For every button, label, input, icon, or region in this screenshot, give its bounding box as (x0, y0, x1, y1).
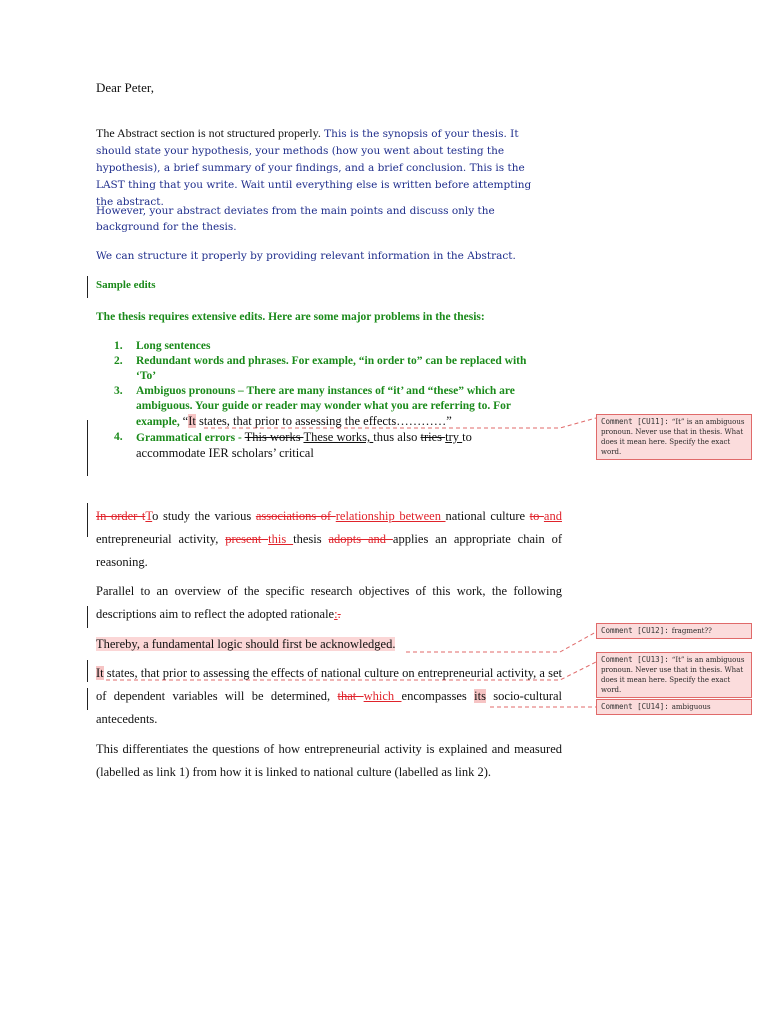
connector-line (406, 632, 596, 652)
inserted-text: These works, (303, 430, 374, 444)
comment-label: Comment [CU12]: (601, 626, 669, 635)
intro-plain: The Abstract section is not structured properly. (96, 126, 321, 140)
list-number: 4. (114, 431, 123, 443)
structure-paragraph: We can structure it properly by providing relevant information in the Abstract. (96, 250, 516, 262)
highlighted-word[interactable]: It (96, 666, 104, 680)
inserted-text: relationship between (335, 509, 446, 523)
plain-text: applies an appropriate chain of reasoning. (96, 532, 562, 569)
plain-text: Parallel to an overview of the specific research objectives of this work, the following descriptions aim to reflect the adopted rationale (96, 584, 562, 621)
however-paragraph: However, your abstract deviates from the main points and discuss only the background for the thesis. (96, 205, 495, 233)
plain-text: socio-cultural antecedents. (96, 689, 563, 726)
list-number: 2. (114, 355, 123, 367)
comment-text: ambiguous (671, 703, 711, 711)
deleted-text: adopts and (328, 532, 393, 546)
greeting: Dear Peter, (96, 80, 154, 95)
comment-text: “It” is an ambiguous pronoun. Never use that in thesis. What does it mean here. Specify the exact word. (601, 656, 745, 694)
comment-text: fragment?? (671, 627, 712, 635)
inserted-text: T (145, 509, 153, 523)
comment-balloon[interactable] (596, 652, 752, 698)
plain-text: thus also (373, 430, 421, 444)
connector-line (106, 662, 596, 680)
quote-mark: “ (182, 414, 189, 428)
intro-blue: This is the synopsis of your thesis. It should state your hypothesis, your methods (how you went about testing the hypothesis), a brief summary of your findings, and a brief conclusion. This is the LAST thing that you write. Wait until everything else is written before attempting the abstract. (96, 128, 532, 208)
deleted-text: . (337, 607, 341, 621)
list-item-text: Long sentences (136, 340, 211, 352)
inserted-text: and (543, 509, 562, 523)
comment-balloon[interactable] (596, 623, 752, 639)
plain-text: to (462, 430, 472, 444)
connector-line (204, 418, 596, 428)
plain-text: accommodate IER scholars’ critical (136, 446, 314, 460)
plain-text: thesis (293, 532, 329, 546)
inserted-text: this (268, 532, 294, 546)
example-quote: states, that prior to assessing the effects…………” (195, 414, 452, 428)
highlighted-word[interactable]: It (188, 414, 196, 428)
deleted-text: tries (420, 430, 446, 444)
list-item-text: Redundant words and phrases. For example, “in order to” can be replaced with ‘To’ (136, 355, 527, 382)
deleted-text: This works (244, 430, 304, 444)
thesis-intro: The thesis requires extensive edits. Here are some major problems in the thesis: (96, 311, 485, 323)
inserted-text: try (445, 430, 463, 444)
inserted-text: : (334, 607, 338, 621)
comment-balloon[interactable] (596, 414, 752, 460)
deleted-text: to (529, 509, 544, 523)
list-number: 3. (114, 385, 123, 397)
deleted-text: In order t (96, 509, 146, 523)
plain-text: states, that prior to assessing the effects of national culture on entrepreneurial activity, a set of dependent variables will be determined, (96, 666, 562, 703)
sample-edits-heading: Sample edits (96, 279, 156, 291)
list-number: 1. (114, 340, 123, 352)
comment-label: Comment [CU11]: (601, 417, 669, 426)
list-item-text: Grammatical errors - (136, 432, 245, 444)
plain-text: entrepreneurial activity, (96, 532, 226, 546)
deleted-text: associations of (255, 509, 336, 523)
deleted-text: that (337, 689, 364, 703)
plain-text: o study the various (152, 509, 256, 523)
plain-text: national culture (445, 509, 530, 523)
highlighted-sentence[interactable]: Thereby, a fundamental logic should first be acknowledged. (96, 637, 396, 651)
comment-balloon[interactable] (596, 699, 752, 715)
comment-label: Comment [CU13]: (601, 655, 669, 664)
comment-label: Comment [CU14]: (601, 702, 669, 711)
highlighted-word[interactable]: its (474, 689, 486, 703)
deleted-text: present (225, 532, 269, 546)
list-item-text: Ambiguos pronouns – There are many instances of “it’ and “these” which are ambiguous. Your guide or reader may wonder what you are referring to. For example, (136, 385, 515, 428)
body-paragraph-5: This differentiates the questions of how entrepreneurial activity is explained and measured (labelled as link 1) from how it is linked to national culture (labelled as link 2). (96, 742, 562, 779)
inserted-text: which (363, 689, 402, 703)
comment-text: “It” is an ambiguous pronoun. Never use that in thesis. What does it mean here. Specify the exact word. (601, 418, 745, 456)
plain-text: encompasses (401, 689, 475, 703)
